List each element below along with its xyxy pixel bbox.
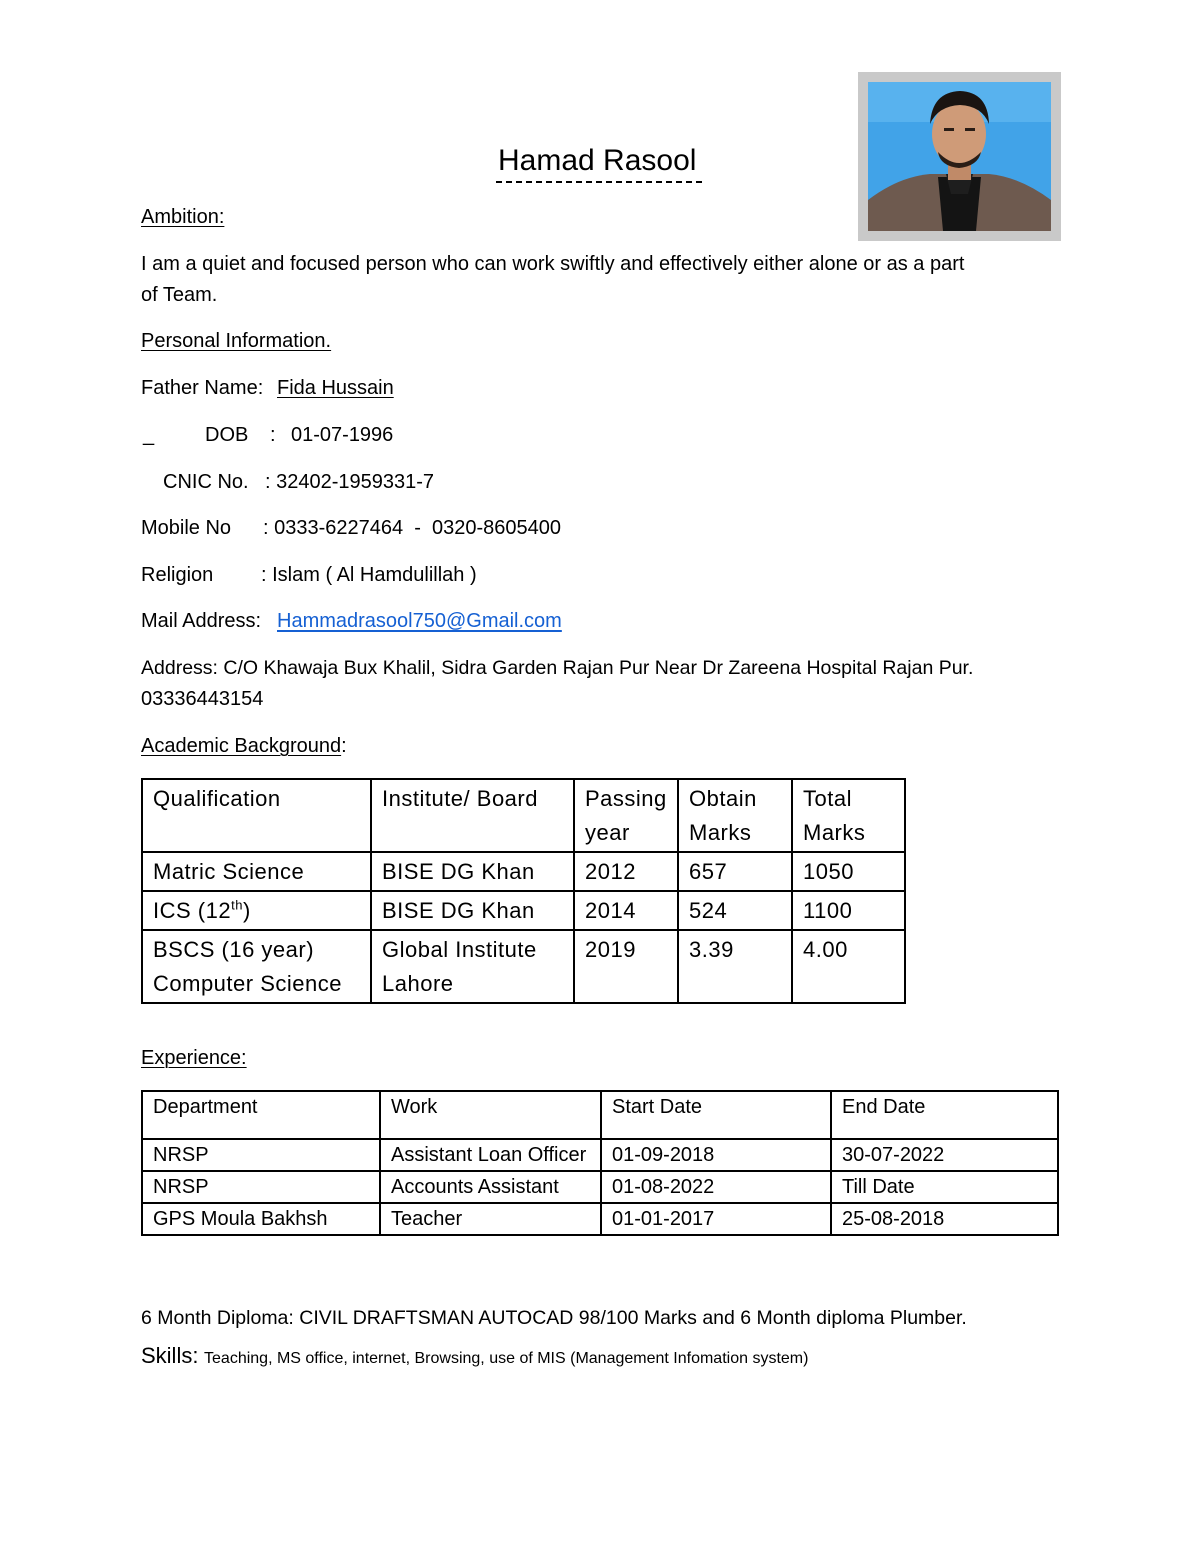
table-cell: 01-09-2018 <box>601 1139 831 1171</box>
personal-info-heading: Personal Information. <box>141 330 332 352</box>
table-cell: Accounts Assistant <box>380 1171 601 1203</box>
table-cell: Assistant Loan Officer <box>380 1139 601 1171</box>
ics-close: ) <box>242 898 251 923</box>
ambition-text-line1: I am a quiet and focused person who can work swiftly and effectively either alone or as a part <box>141 253 965 275</box>
ics-superscript: th <box>231 897 243 913</box>
table-row <box>142 930 905 1003</box>
table-cell: 30-07-2022 <box>831 1139 1058 1171</box>
table-cell: 2014 <box>574 891 678 930</box>
table-cell: Till Date <box>831 1171 1058 1203</box>
table-row <box>142 1203 1058 1235</box>
header-cell: Passing year <box>574 779 678 852</box>
header-cell: Institute/ Board <box>371 779 574 852</box>
header-cell: Qualification <box>142 779 371 852</box>
dob-colon: : <box>270 424 276 446</box>
header-cell: Total Marks <box>792 779 905 852</box>
father-name-label: Father Name: <box>141 377 264 399</box>
header-cell: Work <box>380 1091 601 1139</box>
table-header-row <box>142 1091 1058 1139</box>
header-cell: Obtain Marks <box>678 779 792 852</box>
table-cell: 2012 <box>574 852 678 891</box>
table-cell: BSCS (16 year) Computer Science <box>142 930 371 1003</box>
skills-label: Skills: <box>141 1343 199 1368</box>
table-cell <box>142 891 371 930</box>
profile-photo <box>858 72 1061 241</box>
table-cell: 3.39 <box>678 930 792 1003</box>
table-row <box>142 1139 1058 1171</box>
cnic-value: : 32402-1959331-7 <box>265 471 435 493</box>
ics-text: ICS (12 <box>153 898 232 923</box>
diploma-text: 6 Month Diploma: CIVIL DRAFTSMAN AUTOCAD 98/100 Marks and 6 Month diploma Plumber. <box>141 1307 967 1329</box>
table-cell: 01-01-2017 <box>601 1203 831 1235</box>
father-name-value: Fida Hussain <box>277 377 394 399</box>
religion-label: Religion <box>141 564 214 586</box>
ambition-heading: Ambition: <box>141 206 225 228</box>
religion-value: : Islam ( Al Hamdulillah ) <box>261 564 477 586</box>
experience-table <box>141 1090 1059 1236</box>
dob-label: DOB <box>205 424 249 446</box>
table-cell: 4.00 <box>792 930 905 1003</box>
table-row <box>142 1171 1058 1203</box>
table-cell: 25-08-2018 <box>831 1203 1058 1235</box>
skills-text: Teaching, MS office, internet, Browsing, use of MIS (Management Infomation system) <box>204 1350 809 1367</box>
academic-table <box>141 778 906 1004</box>
table-cell: Global Institute Lahore <box>371 930 574 1003</box>
table-cell: BISE DG Khan <box>371 891 574 930</box>
experience-heading: Experience: <box>141 1047 247 1069</box>
mobile-label: Mobile No <box>141 517 232 539</box>
cnic-label: CNIC No. <box>163 471 249 493</box>
email-link[interactable]: Hammadrasool750@Gmail.com <box>277 610 562 632</box>
mail-label: Mail Address: <box>141 610 262 632</box>
dob-value: 01-07-1996 <box>291 424 394 446</box>
table-header-row <box>142 779 905 852</box>
skills-line <box>141 1343 808 1369</box>
academic-colon: : <box>341 735 347 757</box>
table-cell: 657 <box>678 852 792 891</box>
mobile-value: : 0333-6227464 - 0320-8605400 <box>263 517 562 539</box>
table-cell: Matric Science <box>142 852 371 891</box>
table-cell: Teacher <box>380 1203 601 1235</box>
academic-heading-wrap <box>141 735 347 758</box>
table-row <box>142 852 905 891</box>
header-cell: Start Date <box>601 1091 831 1139</box>
table-row <box>142 891 905 930</box>
header-cell: End Date <box>831 1091 1058 1139</box>
ambition-text-line2: of Team. <box>141 284 218 306</box>
page-title: Hamad Rasool <box>498 144 697 177</box>
table-cell: 1100 <box>792 891 905 930</box>
table-cell: 01-08-2022 <box>601 1171 831 1203</box>
address-line2: 03336443154 <box>141 688 264 710</box>
dob-mark: _ <box>143 424 155 446</box>
table-cell: 2019 <box>574 930 678 1003</box>
table-cell: GPS Moula Bakhsh <box>142 1203 380 1235</box>
table-cell: NRSP <box>142 1171 380 1203</box>
header-cell: Department <box>142 1091 380 1139</box>
title-underline <box>496 181 702 183</box>
address-line1: Address: C/O Khawaja Bux Khalil, Sidra Garden Rajan Pur Near Dr Zareena Hospital Rajan Pur. <box>141 657 974 679</box>
table-cell: NRSP <box>142 1139 380 1171</box>
academic-heading: Academic Background <box>141 735 342 757</box>
table-cell: 1050 <box>792 852 905 891</box>
table-cell: 524 <box>678 891 792 930</box>
table-cell: BISE DG Khan <box>371 852 574 891</box>
